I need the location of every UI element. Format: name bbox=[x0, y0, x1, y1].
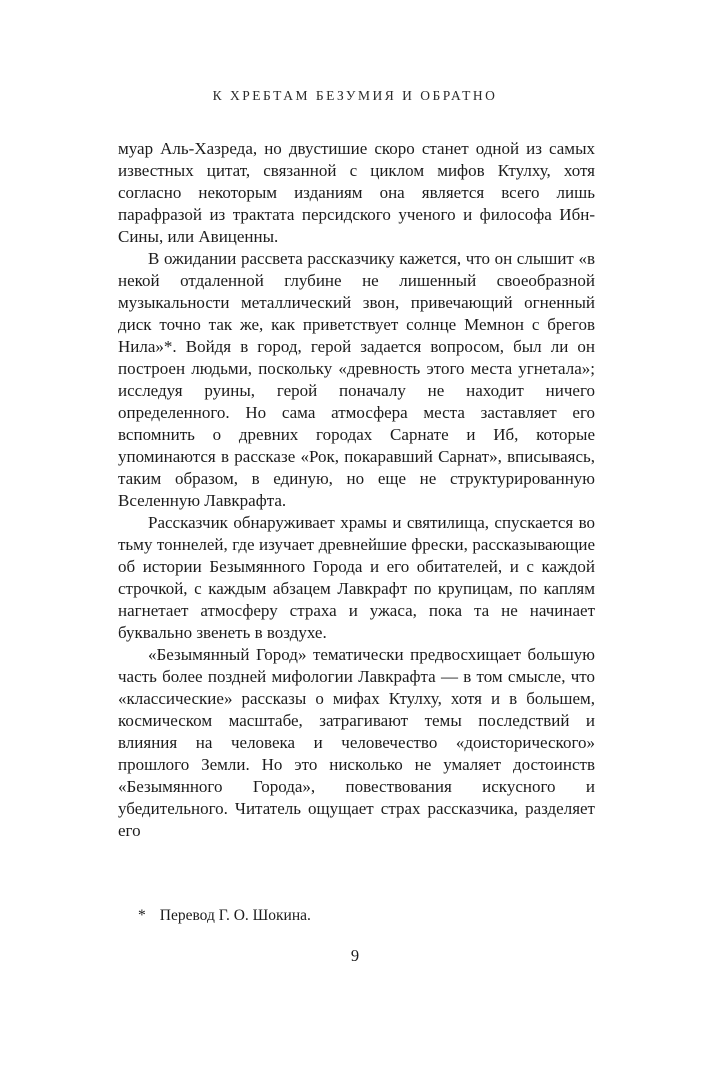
footnote bbox=[118, 906, 595, 926]
paragraph: муар Аль-Хазреда, но двустишие скоро станет одной из самых известных цитат, связанной с циклом мифов Ктулху, хотя согласно некоторым изданиям она является всего лишь парафразой из трактата персидского ученого и философа Ибн-Сины, или Авиценны. bbox=[118, 139, 595, 246]
running-head: К ХРЕБТАМ БЕЗУМИЯ И ОБРАТНО bbox=[212, 88, 498, 103]
page-number: 9 bbox=[350, 946, 360, 965]
paragraph: В ожидании рассвета рассказчику кажется, что он слышит «в некой отдаленной глубине не лишенный своеобразной музыкальности металлический звон, привечающий огненный диск точно так же, как приветствует солнце Мемнон с брегов Нила»*. Войдя в город, герой задается вопросом, был ли он построен людьми, поскольку «древность этого места угнетала»; исследуя руины, герой поначалу не находит ничего определенного. Но сама атмосфера места заставляет его вспомнить о древних городах Сарнате и Иб, которые упоминаются в рассказе «Рок, покаравший Сарнат», вписываясь, таким образом, в единую, но еще не структурированную Вселенную Лавкрафта. bbox=[118, 249, 595, 510]
paragraph: «Безымянный Город» тематически предвосхищает большую часть более поздней мифологии Лавкрафта — в том смысле, что «классические» рассказы о мифах Ктулху, хотя и в большем, космическом масштабе, затрагивают темы последствий и влияния на человека и человечество «доисторического» прошлого Земли. Но это нисколько не умаляет достоинств «Безымянного Города», повествования искусного и убедительного. Читатель ощущает страх рассказчика, разделяет его bbox=[118, 645, 595, 840]
footnote-text: Перевод Г. О. Шокина. bbox=[159, 907, 311, 924]
footnote-marker: * bbox=[138, 907, 146, 924]
body-text bbox=[118, 138, 595, 842]
paragraph: Рассказчик обнаруживает храмы и святилища, спускается во тьму тоннелей, где изучает древнейшие фрески, рассказывающие об истории Безымянного Города и его обитателей, и с каждой строчкой, с каждым абзацем Лавкрафт по крупицам, по каплям нагнетает атмосферу страха и ужаса, пока та не начинает буквально звенеть в воздухе. bbox=[118, 513, 595, 642]
